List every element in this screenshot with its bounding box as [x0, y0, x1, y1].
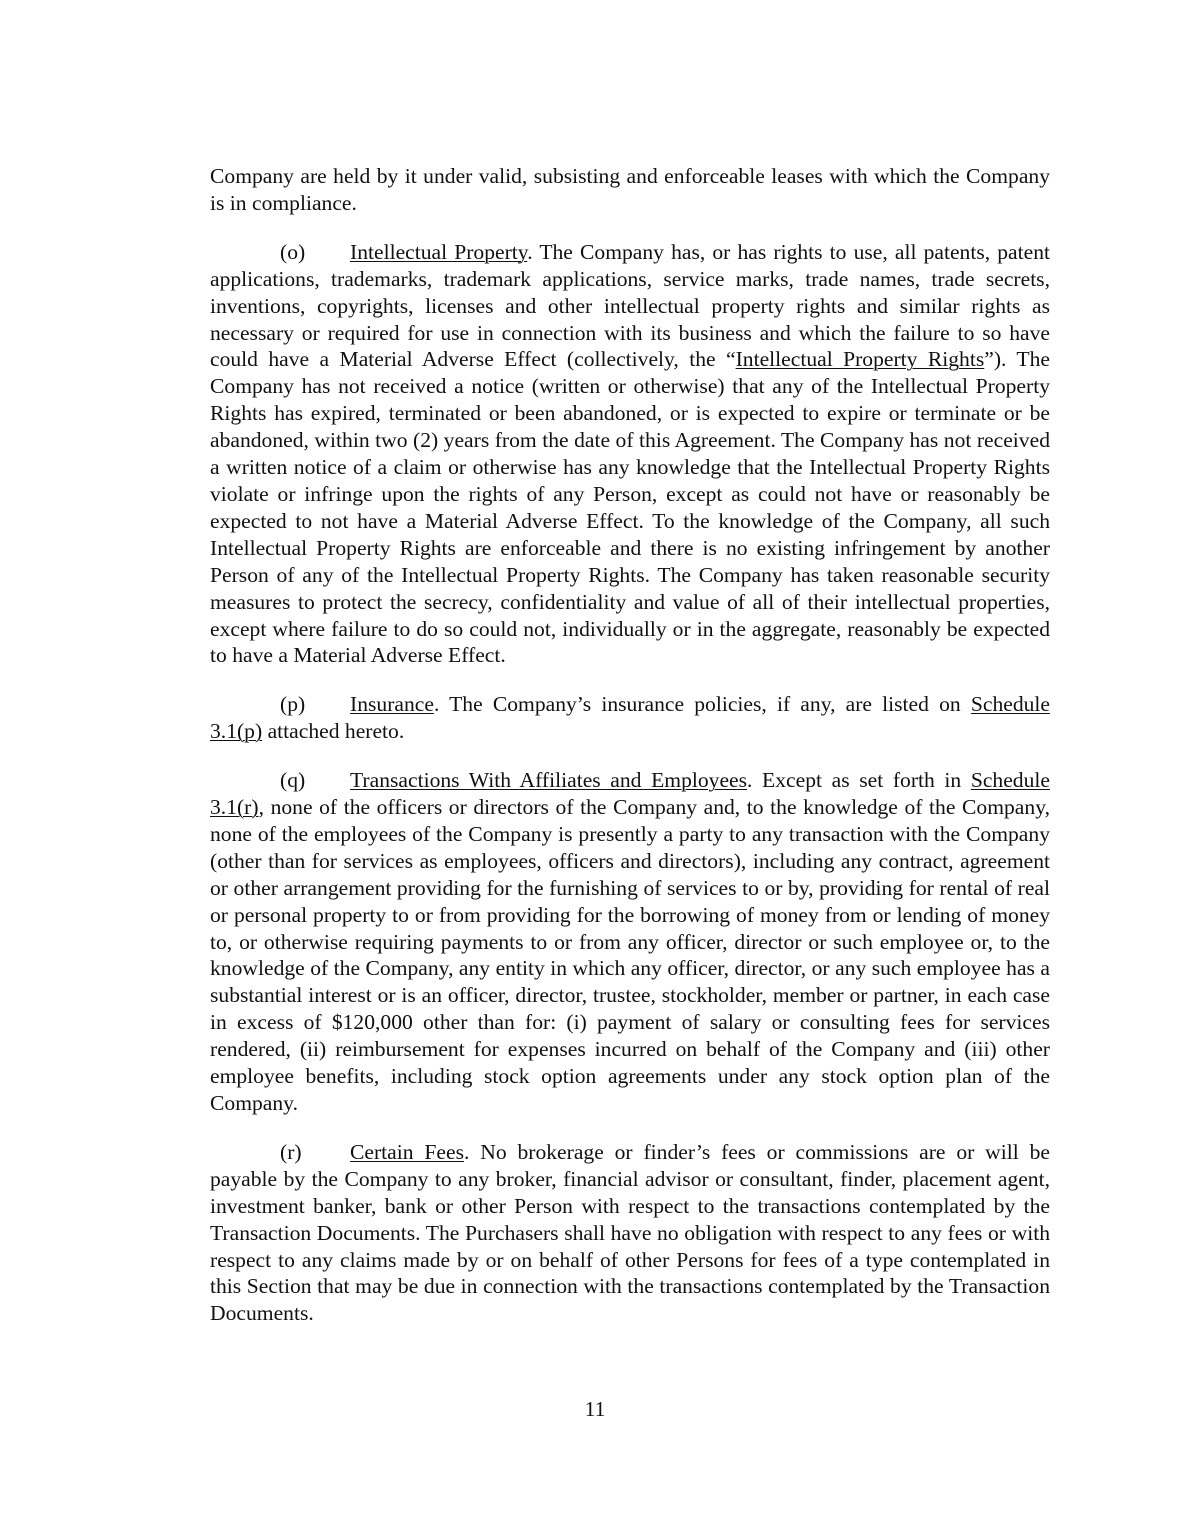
section-p-insurance [210, 691, 1050, 745]
section-label: (o) [280, 239, 306, 264]
section-label: (r) [280, 1139, 302, 1164]
defined-term: Intellectual Property Rights [735, 347, 985, 372]
section-body: ”). The Company has not received a notice (written or otherwise) that any of the Intellectual Property Rights has expired, terminated or been abandoned, or is expected to expire or terminate or be abandoned, within two (2) years from the date of this Agreement. The Company has not received a written notice of a claim or otherwise has any knowledge that the Intellectual Property Rights violate or infringe upon the rights of any Person, except as could not have or reasonably be expected to not have a Material Adverse Effect. To the knowledge of the Company, all such Intellectual Property Rights are enforceable and there is no existing infringement by another Person of any of the Intellectual Property Rights. The Company has taken reasonable security measures to protect the secrecy, confidentiality and value of all of their intellectual properties, except where failure to do so could not, individually or in the aggregate, reasonably be expected to have a Material Adverse Effect. [210, 347, 1050, 668]
section-heading: Intellectual Property [350, 239, 528, 264]
continuation-paragraph: Company are held by it under valid, subsisting and enforceable leases with which the Company is in compliance. [210, 164, 1050, 215]
section-q-transactions-with-affiliates [210, 767, 1050, 1117]
schedule-reference: Schedule 3.1(r) [210, 768, 1050, 820]
page-number: 11 [584, 1397, 606, 1421]
section-body: . No brokerage or finder’s fees or commissions are or will be payable by the Company to any broker, financial advisor or consultant, finder, placement agent, investment banker, bank or other Person with respect to the transactions contemplated by the Transaction Documents. The Purchasers shall have no obligation with respect to any fees or with respect to any claims made by or on behalf of other Persons for fees of a type contemplated in this Section that may be due in connection with the transactions contemplated by the Transaction Documents. [210, 1139, 1050, 1326]
schedule-reference: Schedule 3.1(p) [210, 692, 1050, 744]
section-heading: Insurance [350, 692, 434, 717]
section-body: attached hereto. [262, 719, 405, 744]
document-page [210, 163, 1050, 1327]
section-heading: Certain Fees [350, 1139, 464, 1164]
section-label: (p) [280, 692, 306, 717]
section-o-intellectual-property [210, 239, 1050, 670]
section-label: (q) [280, 768, 306, 793]
section-heading: Transactions With Affiliates and Employees [350, 768, 748, 793]
section-body: . Except as set forth in [747, 768, 971, 793]
section-body: . The Company’s insurance policies, if any, are listed on [433, 692, 971, 717]
section-body: . The Company has, or has rights to use, all patents, patent applications, trademarks, trademark applications, service marks, trade names, trade secrets, inventions, copyrights, licenses and other intellectual property rights and similar rights as necessary or required for use in connection with its business and which the failure to so have could have a Material Adverse Effect (collectively, the “ [210, 239, 1051, 372]
section-body: , none of the officers or directors of the Company and, to the knowledge of the Company, none of the employees of the Company is presently a party to any transaction with the Company (other than for services as employees, officers and directors), including any contract, agreement or other arrangement providing for the furnishing of services to or by, providing for rental of real or personal property to or from providing for the borrowing of money from or lending of money to, or otherwise requiring payments to or from any officer, director or such employee or, to the knowledge of the Company, any entity in which any officer, director, or any such employee has a substantial interest or is an officer, director, trustee, stockholder, member or partner, in each case in excess of $120,000 other than for: (i) payment of salary or consulting fees for services rendered, (ii) reimbursement for expenses incurred on behalf of the Company and (iii) other employee benefits, including stock option agreements under any stock option plan of the Company. [210, 795, 1050, 1115]
section-r-certain-fees [210, 1139, 1050, 1327]
